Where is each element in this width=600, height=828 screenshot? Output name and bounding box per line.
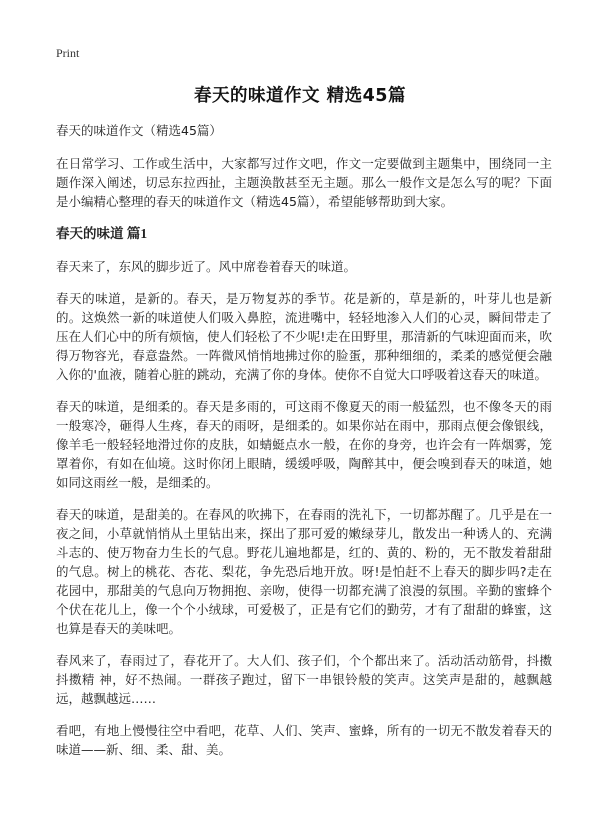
intro-paragraph: 在日常学习、工作或生活中，大家都写过作文吧，作文一定要做到主题集中，围绕同一主题作深入阐述，切忌东拉西扯，主题涣散甚至无主题。那么一般作文是怎么写的呢？下面是小编精心整理的春天的味道作文（精选45篇），希望能够帮助到大家。 xyxy=(56,156,552,209)
article-body xyxy=(56,121,552,772)
paragraph: 春天的味道，是新的。春天，是万物复苏的季节。花是新的，草是新的，叶芽儿也是新的。这焕然一新的味道使人们吸入鼻腔，流进嘴中，轻轻地渗入人们的心灵，瞬间带走了压在人们心中的所有烦恼，使人们轻松了不少呢!走在田野里，那清新的气味迎面而来，吹得万物容光，春意盎然。一阵微风悄悄地拂过你的脸蛋，那种细细的，柔柔的感觉便会融入你的'血液，随着心脏的跳动，充满了你的身体。使你不自觉大口呼吸着这春天的味道。 xyxy=(56,291,552,382)
page-title: 春天的味道作文 精选45篇 xyxy=(194,86,406,106)
paragraph: 春天的味道，是细柔的。春天是多雨的，可这雨不像夏天的雨一般猛烈，也不像冬天的雨一般寒冷，砸得人生疼，春天的雨呀，是细柔的。如果你站在雨中，那雨点便会像银线，像羊毛一般轻轻地滑过你的皮肤，如蜻蜓点水一般，在你的身旁，也许会有一阵烟雾，笼罩着你，有如在仙境。这时你闭上眼睛，缓缓呼吸，陶醉其中，便会嗅到春天的味道，她如同这雨丝一般，是细柔的。 xyxy=(56,399,552,490)
paragraph: 春天来了，东风的脚步近了。风中席卷着春天的味道。 xyxy=(56,259,357,274)
paragraph: 春天的味道，是甜美的。在春风的吹拂下，在春雨的洗礼下，一切都苏醒了。几乎是在一夜之间，小草就悄悄从土里钻出来，探出了那可爱的嫩绿芽儿，散发出一种诱人的、充满斗志的、使万物奋力生长的气息。野花儿遍地都是，红的、黄的、粉的，无不散发着甜甜的气息。树上的桃花、杏花、梨花，争先恐后地开放。呀!是怕赶不上春天的脚步吗?走在花园中，那甜美的气息向万物拥抱、亲吻，使得一切都充满了浪漫的氛围。辛勤的蜜蜂个个伏在花儿上，像一个个小绒球，可爱极了，正是有它们的勤劳，才有了甜甜的蜂蜜，这也算是春天的美味吧。 xyxy=(56,507,552,636)
paragraph: 春风来了，春雨过了，春花开了。大人们、孩子们，个个都出来了。活动活动筋骨，抖擞抖擞精 神，好不热闹。一群孩子跑过，留下一串银铃般的笑声。这笑声是甜的，越飘越远，越飘越远…… xyxy=(56,653,552,706)
print-label[interactable]: Print xyxy=(56,46,80,60)
paragraph: 看吧，有地上慢慢往空中看吧，花草、人们、笑声、蜜蜂，所有的一切无不散发着春天的味道——新、细、柔、甜、美。 xyxy=(56,723,552,757)
section-heading: 春天的味道 篇1 xyxy=(56,226,148,241)
article-subtitle: 春天的味道作文（精选45篇） xyxy=(56,123,222,138)
